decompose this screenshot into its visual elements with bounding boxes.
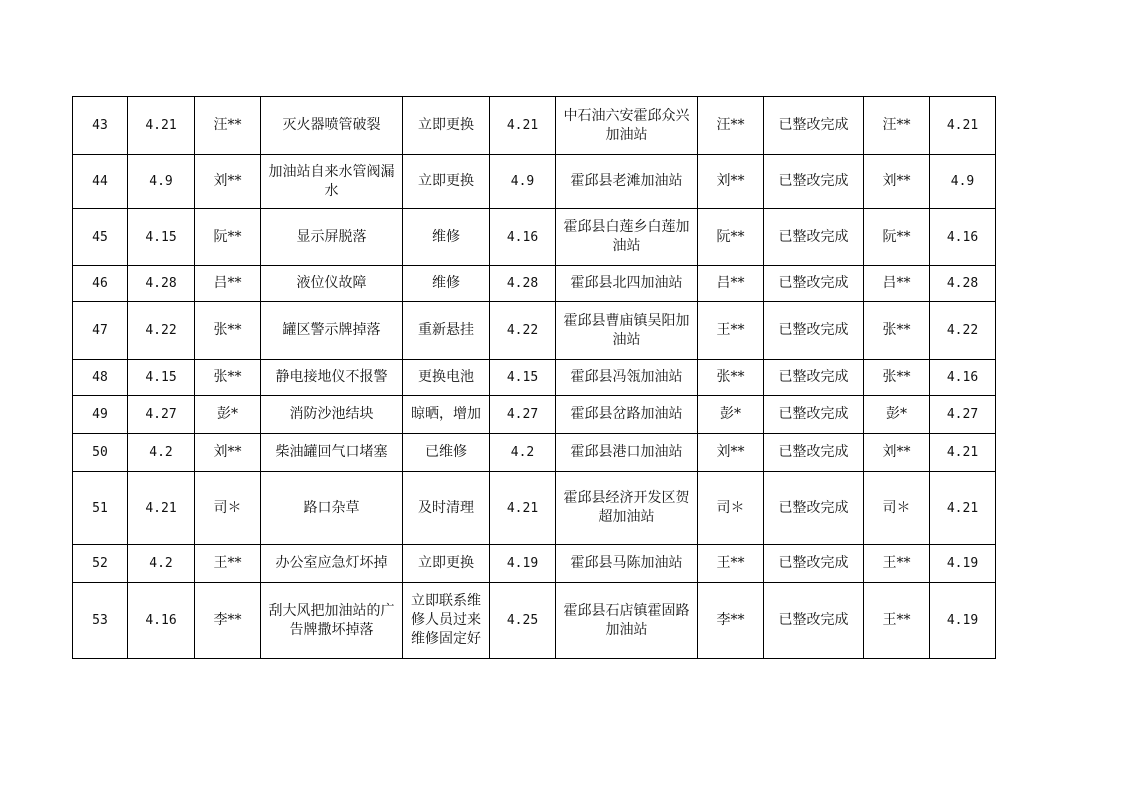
measure-cell: 晾晒，增加 (403, 396, 490, 434)
reporter-cell: 阮** (195, 209, 261, 266)
station-name-cell: 霍邱县经济开发区贺超加油站 (556, 472, 698, 545)
reporter-cell: 吕** (195, 266, 261, 302)
issue-description-cell: 罐区警示牌掉落 (261, 302, 403, 360)
station-name-cell: 霍邱县老滩加油站 (556, 155, 698, 209)
reporter-cell: 刘** (195, 155, 261, 209)
status-cell: 已整改完成 (764, 302, 864, 360)
status-cell: 已整改完成 (764, 472, 864, 545)
issue-description-cell: 显示屏脱落 (261, 209, 403, 266)
issue-description-cell: 加油站自来水管阀漏水 (261, 155, 403, 209)
row-number-cell: 51 (73, 472, 128, 545)
table-row (73, 266, 996, 302)
station-name-cell: 霍邱县白莲乡白莲加油站 (556, 209, 698, 266)
checker-cell: 王** (864, 545, 930, 583)
table-row (73, 545, 996, 583)
station-name-cell: 霍邱县港口加油站 (556, 434, 698, 472)
handler-cell: 司＊ (698, 472, 764, 545)
status-cell: 已整改完成 (764, 434, 864, 472)
fix-date-cell: 4.16 (490, 209, 556, 266)
row-number-cell: 50 (73, 434, 128, 472)
check-date-cell: 4.21 (930, 97, 996, 155)
check-date-cell: 4.19 (930, 583, 996, 659)
row-number-cell: 45 (73, 209, 128, 266)
report-date-cell: 4.2 (128, 434, 195, 472)
checker-cell: 吕** (864, 266, 930, 302)
check-date-cell: 4.19 (930, 545, 996, 583)
status-cell: 已整改完成 (764, 266, 864, 302)
status-cell: 已整改完成 (764, 545, 864, 583)
table-row (73, 209, 996, 266)
check-date-cell: 4.28 (930, 266, 996, 302)
status-cell: 已整改完成 (764, 360, 864, 396)
table-row (73, 434, 996, 472)
checker-cell: 张** (864, 302, 930, 360)
checker-cell: 王** (864, 583, 930, 659)
handler-cell: 吕** (698, 266, 764, 302)
row-number-cell: 43 (73, 97, 128, 155)
row-number-cell: 48 (73, 360, 128, 396)
report-date-cell: 4.15 (128, 360, 195, 396)
report-date-cell: 4.21 (128, 472, 195, 545)
row-number-cell: 46 (73, 266, 128, 302)
row-number-cell: 44 (73, 155, 128, 209)
issue-description-cell: 路口杂草 (261, 472, 403, 545)
checker-cell: 刘** (864, 434, 930, 472)
handler-cell: 王** (698, 302, 764, 360)
measure-cell: 立即更换 (403, 155, 490, 209)
fix-date-cell: 4.15 (490, 360, 556, 396)
checker-cell: 张** (864, 360, 930, 396)
reporter-cell: 汪** (195, 97, 261, 155)
status-cell: 已整改完成 (764, 209, 864, 266)
checker-cell: 汪** (864, 97, 930, 155)
row-number-cell: 47 (73, 302, 128, 360)
fix-date-cell: 4.27 (490, 396, 556, 434)
station-name-cell: 中石油六安霍邱众兴加油站 (556, 97, 698, 155)
row-number-cell: 49 (73, 396, 128, 434)
check-date-cell: 4.22 (930, 302, 996, 360)
issue-description-cell: 灭火器喷管破裂 (261, 97, 403, 155)
measure-cell: 维修 (403, 209, 490, 266)
fix-date-cell: 4.28 (490, 266, 556, 302)
fix-date-cell: 4.25 (490, 583, 556, 659)
table-row (73, 360, 996, 396)
status-cell: 已整改完成 (764, 583, 864, 659)
measure-cell: 立即更换 (403, 97, 490, 155)
handler-cell: 王** (698, 545, 764, 583)
measure-cell: 维修 (403, 266, 490, 302)
table-row (73, 97, 996, 155)
issue-description-cell: 消防沙池结块 (261, 396, 403, 434)
handler-cell: 李** (698, 583, 764, 659)
report-date-cell: 4.27 (128, 396, 195, 434)
reporter-cell: 刘** (195, 434, 261, 472)
check-date-cell: 4.27 (930, 396, 996, 434)
measure-cell: 更换电池 (403, 360, 490, 396)
reporter-cell: 张** (195, 360, 261, 396)
measure-cell: 重新悬挂 (403, 302, 490, 360)
table-row (73, 302, 996, 360)
table-row (73, 472, 996, 545)
fix-date-cell: 4.21 (490, 472, 556, 545)
table-body (73, 97, 996, 659)
handler-cell: 刘** (698, 434, 764, 472)
report-date-cell: 4.22 (128, 302, 195, 360)
fix-date-cell: 4.22 (490, 302, 556, 360)
checker-cell: 司＊ (864, 472, 930, 545)
row-number-cell: 53 (73, 583, 128, 659)
measure-cell: 立即更换 (403, 545, 490, 583)
station-name-cell: 霍邱县北四加油站 (556, 266, 698, 302)
station-name-cell: 霍邱县岔路加油站 (556, 396, 698, 434)
reporter-cell: 张** (195, 302, 261, 360)
check-date-cell: 4.21 (930, 472, 996, 545)
inspection-table (72, 96, 996, 659)
check-date-cell: 4.16 (930, 360, 996, 396)
status-cell: 已整改完成 (764, 396, 864, 434)
issue-description-cell: 柴油罐回气口堵塞 (261, 434, 403, 472)
report-date-cell: 4.16 (128, 583, 195, 659)
checker-cell: 阮** (864, 209, 930, 266)
handler-cell: 张** (698, 360, 764, 396)
status-cell: 已整改完成 (764, 155, 864, 209)
table-row (73, 396, 996, 434)
table-row (73, 155, 996, 209)
station-name-cell: 霍邱县曹庙镇吴阳加油站 (556, 302, 698, 360)
report-date-cell: 4.21 (128, 97, 195, 155)
station-name-cell: 霍邱县石店镇霍固路加油站 (556, 583, 698, 659)
handler-cell: 汪** (698, 97, 764, 155)
measure-cell: 立即联系维修人员过来维修固定好 (403, 583, 490, 659)
fix-date-cell: 4.21 (490, 97, 556, 155)
report-date-cell: 4.15 (128, 209, 195, 266)
handler-cell: 阮** (698, 209, 764, 266)
fix-date-cell: 4.19 (490, 545, 556, 583)
station-name-cell: 霍邱县马陈加油站 (556, 545, 698, 583)
reporter-cell: 王** (195, 545, 261, 583)
fix-date-cell: 4.2 (490, 434, 556, 472)
handler-cell: 刘** (698, 155, 764, 209)
check-date-cell: 4.9 (930, 155, 996, 209)
handler-cell: 彭* (698, 396, 764, 434)
issue-description-cell: 液位仪故障 (261, 266, 403, 302)
check-date-cell: 4.21 (930, 434, 996, 472)
reporter-cell: 司＊ (195, 472, 261, 545)
check-date-cell: 4.16 (930, 209, 996, 266)
status-cell: 已整改完成 (764, 97, 864, 155)
reporter-cell: 李** (195, 583, 261, 659)
measure-cell: 及时清理 (403, 472, 490, 545)
station-name-cell: 霍邱县冯瓴加油站 (556, 360, 698, 396)
measure-cell: 已维修 (403, 434, 490, 472)
report-date-cell: 4.2 (128, 545, 195, 583)
issue-description-cell: 刮大风把加油站的广告牌撒坏掉落 (261, 583, 403, 659)
table-row (73, 583, 996, 659)
fix-date-cell: 4.9 (490, 155, 556, 209)
row-number-cell: 52 (73, 545, 128, 583)
issue-description-cell: 静电接地仪不报警 (261, 360, 403, 396)
checker-cell: 彭* (864, 396, 930, 434)
reporter-cell: 彭* (195, 396, 261, 434)
checker-cell: 刘** (864, 155, 930, 209)
issue-description-cell: 办公室应急灯坏掉 (261, 545, 403, 583)
report-date-cell: 4.9 (128, 155, 195, 209)
report-date-cell: 4.28 (128, 266, 195, 302)
